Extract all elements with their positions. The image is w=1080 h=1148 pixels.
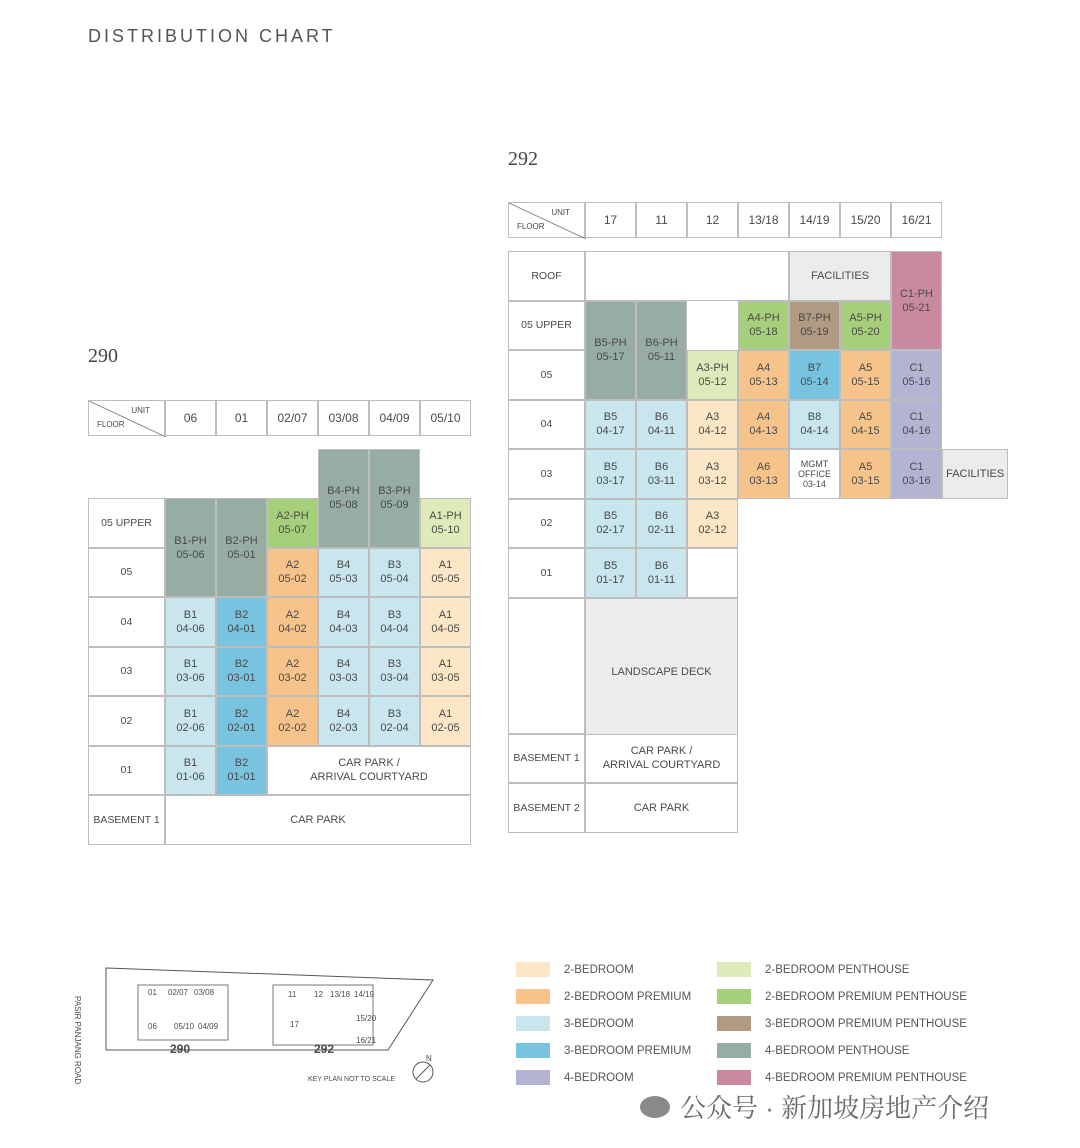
unit-header: 03/08 [318, 400, 369, 436]
unit-header: 02/07 [267, 400, 318, 436]
unit-cell [738, 400, 789, 450]
unit-cell [789, 350, 840, 400]
unit-cell-text: 03-13 [749, 474, 778, 487]
unit-cell [420, 548, 471, 598]
unit-cell-text: FACILITIES [810, 269, 870, 282]
unit-cell-text: C1 [909, 361, 924, 374]
keyplan-unit: 15/20 [356, 1014, 377, 1023]
legend-swatch [516, 989, 550, 1004]
unit-cell-text: A2 [285, 608, 300, 621]
unit-cell [267, 548, 318, 598]
legend-swatch [516, 962, 550, 977]
unit-cell [369, 597, 420, 647]
keyplan-unit: 03/08 [194, 988, 215, 997]
floor-label-cell: 01 [88, 746, 165, 796]
unit-cell-text: 03-05 [431, 672, 460, 685]
unit-cell [216, 746, 267, 796]
unit-cell-text: B5-PH [594, 337, 627, 349]
keyplan-unit: 02/07 [168, 988, 189, 997]
unit-cell-text: 05-20 [851, 326, 880, 339]
unit-cell [318, 449, 369, 548]
unit-cell [687, 548, 738, 598]
unit-cell [891, 400, 942, 450]
unit-cell-text: 05-10 [431, 523, 460, 536]
unit-cell-text: 01-11 [647, 573, 676, 586]
unit-cell [318, 696, 369, 746]
unit-cell-text: A4-PH [747, 312, 780, 325]
keyplan-unit: 13/18 [330, 990, 351, 999]
unit-cell-text: B4 [336, 559, 351, 572]
unit-cell-text: A2 [285, 658, 300, 671]
unit-cell-text: B1 [183, 658, 198, 671]
legend-item [516, 962, 634, 977]
unit-header: 05/10 [420, 400, 471, 436]
legend-swatch [717, 1016, 751, 1031]
keyplan-unit: 06 [148, 1022, 157, 1031]
unit-cell-text: 05-16 [902, 375, 931, 388]
unit-label: UNIT [551, 208, 570, 217]
unit-cell [738, 301, 789, 351]
unit-label: UNIT [131, 406, 150, 415]
unit-cell [216, 498, 267, 597]
unit-cell-text: 04-15 [851, 425, 880, 438]
unit-cell [636, 548, 687, 598]
floor-label-cell: 03 [508, 449, 585, 499]
unit-cell [165, 597, 216, 647]
unit-cell-text: A3-PH [696, 361, 729, 374]
unit-cell [585, 734, 738, 784]
unit-cell [789, 251, 891, 301]
legend-item [717, 989, 967, 1004]
unit-cell-text: 05-02 [278, 573, 307, 586]
unit-cell-text: 02-02 [278, 721, 307, 734]
unit-cell-text: 03-03 [329, 672, 358, 685]
unit-cell-text: 05-01 [227, 548, 256, 561]
unit-cell-text: B8 [807, 411, 822, 424]
unit-cell-text: B4-PH [327, 485, 360, 497]
unit-cell-text: B4 [336, 707, 351, 720]
unit-cell [585, 251, 789, 301]
unit-cell-text: B7 [807, 361, 822, 374]
compass-icon [413, 1062, 433, 1082]
unit-cell-text: CAR PARK [633, 801, 690, 814]
unit-cell-text: 05-18 [749, 326, 778, 339]
floor-label-cell: 03 [88, 647, 165, 697]
unit-cell-text: 02-05 [431, 721, 460, 734]
unit-cell-text: A3 [705, 411, 720, 424]
unit-cell-text: A2-PH [276, 509, 309, 522]
legend-swatch [516, 1043, 550, 1058]
unit-cell-text: 05-14 [800, 375, 829, 388]
unit-cell [216, 696, 267, 746]
floor-label-cell: BASEMENT 2 [508, 783, 585, 833]
unit-cell-text: CAR PARK [290, 813, 346, 826]
legend-label: 4-BEDROOM PREMIUM PENTHOUSE [765, 1071, 967, 1084]
unit-cell-text: 05-07 [278, 523, 307, 536]
legend-item [516, 1016, 634, 1031]
unit-cell [687, 449, 738, 499]
unit-header: 13/18 [738, 202, 789, 238]
unit-header: 06 [165, 400, 216, 436]
legend-item [516, 1043, 691, 1058]
floor-label-cell: ROOF [508, 251, 585, 301]
unit-cell-text: 05-06 [176, 548, 205, 561]
unit-cell-text: 04-11 [647, 425, 676, 438]
legend-item [717, 1070, 967, 1085]
unit-cell [738, 350, 789, 400]
unit-cell-text: 04-05 [431, 622, 460, 635]
unit-cell [165, 696, 216, 746]
unit-cell-text: 04-02 [278, 622, 307, 635]
unit-cell-text: B2-PH [225, 534, 258, 547]
unit-cell-text: CAR PARK / [338, 757, 400, 770]
unit-cell-text: B7-PH [798, 312, 831, 325]
unit-cell-text: B1 [183, 707, 198, 720]
north-label: N [426, 1054, 432, 1063]
floor-label-cell [508, 598, 585, 734]
unit-cell [687, 350, 738, 400]
unit-cell [738, 449, 789, 499]
unit-cell [267, 498, 318, 548]
unit-header: 17 [585, 202, 636, 238]
unit-cell [840, 301, 891, 351]
unit-cell [585, 301, 636, 400]
floor-label-cell: 02 [88, 696, 165, 746]
unit-cell [585, 400, 636, 450]
watermark-text: 公众号 · 新加坡房地产介绍 [680, 1093, 990, 1123]
unit-cell-text: B1 [183, 608, 198, 621]
unit-cell [840, 350, 891, 400]
unit-cell-text: 04-17 [596, 425, 625, 438]
unit-cell-text: B6 [654, 559, 669, 572]
unit-cell-text: ARRIVAL COURTYARD [310, 771, 428, 784]
unit-cell-text: MGMT [800, 458, 829, 469]
unit-cell-text: 04-13 [749, 425, 778, 438]
unit-cell [165, 647, 216, 697]
legend-swatch [717, 989, 751, 1004]
unit-cell [369, 696, 420, 746]
unit-cell-text: B6 [654, 411, 669, 424]
unit-cell [789, 301, 840, 351]
unit-cell-text: 03-11 [647, 474, 676, 487]
unit-cell-text: B2 [234, 658, 249, 671]
unit-cell [585, 499, 636, 549]
unit-cell-text: 02-03 [329, 721, 358, 734]
unit-cell-text: 03-16 [902, 474, 931, 487]
floor-label-cell: 05 [88, 548, 165, 598]
floor-label-cell: BASEMENT 1 [88, 795, 165, 845]
unit-cell-text: B3 [387, 559, 402, 572]
unit-cell-text: B3 [387, 707, 402, 720]
unit-cell-text: A3 [705, 510, 720, 523]
unit-cell [165, 746, 216, 796]
unit-cell-text: B6 [654, 460, 669, 473]
unit-cell-text: A1 [438, 658, 453, 671]
legend-label: 3-BEDROOM PREMIUM [564, 1044, 692, 1057]
unit-cell-text: 05-15 [851, 375, 880, 388]
unit-cell-text: 01-01 [227, 771, 256, 784]
unit-cell [891, 350, 942, 400]
block-290-title: 290 [88, 345, 118, 367]
unit-cell-text: 03-14 [802, 478, 827, 489]
unit-cell-text: B5 [603, 559, 618, 572]
legend-swatch [717, 962, 751, 977]
unit-cell-text: 05-03 [329, 573, 358, 586]
keyplan-unit: 17 [290, 1020, 299, 1029]
unit-cell-text: CAR PARK / [630, 745, 693, 758]
unit-cell-text: B3 [387, 658, 402, 671]
unit-cell [165, 498, 216, 597]
legend-label: 4-BEDROOM [564, 1071, 634, 1084]
keyplan-unit: 16/21 [356, 1036, 377, 1045]
unit-cell-text: B2 [234, 757, 249, 770]
unit-header: 12 [687, 202, 738, 238]
legend-swatch [717, 1043, 751, 1058]
unit-cell [420, 498, 471, 548]
unit-cell-text: 05-08 [329, 499, 358, 511]
road-label: PASIR PANJANG ROAD [73, 996, 82, 1085]
header-corner-cell [88, 400, 165, 436]
unit-cell-text: B1 [183, 757, 198, 770]
unit-cell [840, 449, 891, 499]
unit-cell-text: A5 [858, 361, 873, 374]
floor-label-cell: 05 UPPER [508, 301, 585, 351]
keyplan-unit: 12 [314, 990, 323, 999]
unit-cell-text: A1 [438, 608, 453, 621]
unit-cell-text: B2 [234, 707, 249, 720]
key-plan-drawing [88, 960, 448, 1090]
unit-cell [840, 400, 891, 450]
unit-cell-text: C1 [909, 411, 924, 424]
legend-label: 4-BEDROOM PENTHOUSE [765, 1044, 910, 1057]
unit-cell-text: 04-12 [698, 425, 727, 438]
unit-cell-text: ARRIVAL COURTYARD [602, 759, 721, 772]
keyplan-unit: 14/19 [354, 990, 375, 999]
unit-cell-text: 05-11 [647, 351, 676, 363]
unit-cell-text: 04-03 [329, 622, 358, 635]
unit-cell-text: B3-PH [378, 485, 411, 497]
unit-header: 04/09 [369, 400, 420, 436]
unit-cell-text: 03-06 [176, 672, 205, 685]
keyplan-note: KEY PLAN NOT TO SCALE [308, 1076, 396, 1083]
watermark [640, 1088, 989, 1125]
unit-cell-text: OFFICE [798, 468, 831, 479]
unit-cell [585, 598, 738, 747]
legend-swatch [516, 1016, 550, 1031]
legend-item [516, 1070, 634, 1085]
floor-label-cell: BASEMENT 1 [508, 734, 585, 784]
unit-cell [585, 548, 636, 598]
unit-cell [585, 449, 636, 499]
legend-item [717, 1016, 967, 1031]
unit-cell-text: B4 [336, 608, 351, 621]
unit-cell-text: 03-02 [278, 672, 307, 685]
unit-cell-text: A4 [756, 361, 771, 374]
header-corner-cell [508, 202, 585, 238]
unit-cell-text: B5 [603, 460, 618, 473]
unit-cell [318, 597, 369, 647]
legend-item [717, 962, 909, 977]
unit-cell-text: A3 [705, 460, 720, 473]
unit-cell-text: B5 [603, 510, 618, 523]
unit-cell-text: 03-17 [596, 474, 625, 487]
keyplan-292-label: 292 [314, 1042, 335, 1056]
unit-cell-text: 02-12 [698, 524, 727, 537]
unit-cell-text: 05-09 [380, 499, 409, 511]
unit-cell [267, 696, 318, 746]
unit-cell-text: 02-04 [380, 721, 409, 734]
legend-label: 2-BEDROOM PENTHOUSE [765, 963, 910, 976]
legend-label: 2-BEDROOM PREMIUM PENTHOUSE [765, 990, 967, 1003]
unit-cell [369, 449, 420, 548]
keyplan-unit: 05/10 [174, 1022, 195, 1031]
unit-cell-text: A5-PH [849, 312, 882, 325]
unit-cell-text: 04-01 [227, 622, 256, 635]
unit-cell [687, 400, 738, 450]
legend-item [516, 989, 691, 1004]
unit-cell-text: A2 [285, 559, 300, 572]
unit-cell-text: B2 [234, 608, 249, 621]
unit-cell-text: B6 [654, 510, 669, 523]
unit-cell [891, 449, 942, 499]
unit-cell-text: A1 [438, 559, 453, 572]
legend-label: 2-BEDROOM [564, 963, 634, 976]
unit-cell [369, 548, 420, 598]
unit-cell-text: 05-12 [698, 375, 727, 388]
unit-cell-text: 03-15 [851, 474, 880, 487]
unit-cell-text: 02-01 [227, 721, 256, 734]
unit-cell-text: 02-11 [647, 524, 676, 537]
floor-label-cell: 04 [508, 400, 585, 450]
unit-header: 01 [216, 400, 267, 436]
unit-cell [636, 400, 687, 450]
unit-cell [267, 647, 318, 697]
unit-cell [420, 647, 471, 697]
legend-swatch [717, 1070, 751, 1085]
unit-cell [942, 449, 1008, 499]
unit-cell [420, 696, 471, 746]
unit-cell [420, 597, 471, 647]
keyplan-unit: 11 [288, 990, 297, 999]
unit-cell [636, 499, 687, 549]
floor-label-cell: 02 [508, 499, 585, 549]
unit-header: 16/21 [891, 202, 942, 238]
unit-cell [267, 597, 318, 647]
unit-cell-text: 02-06 [176, 721, 205, 734]
unit-cell-text: B1-PH [174, 534, 207, 547]
legend [516, 962, 1016, 1092]
key-plan [73, 960, 448, 1095]
unit-cell-text: 04-16 [902, 425, 931, 438]
unit-cell-text: 03-12 [698, 474, 727, 487]
unit-cell-text: A5 [858, 460, 873, 473]
unit-cell [165, 795, 471, 845]
floor-label-cell: 05 [508, 350, 585, 400]
unit-cell-text: A2 [285, 707, 300, 720]
unit-cell-text: 05-13 [749, 375, 778, 388]
unit-cell-text: A1 [438, 707, 453, 720]
unit-cell-text: 04-14 [800, 425, 829, 438]
unit-cell [369, 647, 420, 697]
unit-cell-text: LANDSCAPE DECK [611, 665, 712, 678]
keyplan-290-label: 290 [170, 1042, 191, 1056]
unit-cell [636, 449, 687, 499]
unit-cell [216, 597, 267, 647]
unit-cell [585, 783, 738, 833]
unit-cell-text: A5 [858, 411, 873, 424]
legend-label: 3-BEDROOM PREMIUM PENTHOUSE [765, 1017, 967, 1030]
legend-item [717, 1043, 909, 1058]
unit-cell-text: 01-17 [596, 573, 625, 586]
unit-cell [636, 301, 687, 400]
unit-cell-text: 05-04 [380, 573, 409, 586]
unit-cell-text: FACILITIES [946, 467, 1005, 480]
unit-cell [216, 647, 267, 697]
unit-cell-text: A1-PH [429, 509, 462, 522]
unit-cell-text: B6-PH [645, 337, 678, 349]
unit-cell [318, 548, 369, 598]
unit-cell [687, 499, 738, 549]
unit-cell-text: 04-06 [176, 622, 205, 635]
unit-cell-text: 04-04 [380, 622, 409, 635]
unit-cell [318, 647, 369, 697]
unit-header: 15/20 [840, 202, 891, 238]
wechat-icon [640, 1096, 670, 1118]
unit-cell-text: 03-04 [380, 672, 409, 685]
page-title: DISTRIBUTION CHART [88, 26, 336, 46]
unit-cell-text: B4 [336, 658, 351, 671]
keyplan-unit: 04/09 [198, 1022, 219, 1031]
floor-label-cell: 05 UPPER [88, 498, 165, 548]
legend-swatch [516, 1070, 550, 1085]
unit-cell-text: 03-01 [227, 672, 256, 685]
legend-label: 2-BEDROOM PREMIUM [564, 990, 692, 1003]
unit-cell-text: A6 [756, 460, 771, 473]
unit-cell [267, 746, 471, 796]
unit-cell-text: 01-06 [176, 771, 205, 784]
unit-cell [789, 449, 840, 499]
floor-label: FLOOR [517, 222, 545, 231]
unit-cell-text: 05-05 [431, 573, 460, 586]
unit-header: 11 [636, 202, 687, 238]
floor-label: FLOOR [97, 420, 125, 429]
unit-header: 14/19 [789, 202, 840, 238]
floor-label-cell: 01 [508, 548, 585, 598]
unit-cell-text: B3 [387, 608, 402, 621]
unit-cell-text: A4 [756, 411, 771, 424]
unit-cell-text: 05-17 [596, 351, 625, 363]
floor-label-cell: 04 [88, 597, 165, 647]
unit-cell [891, 251, 942, 350]
legend-label: 3-BEDROOM [564, 1017, 634, 1030]
unit-cell-text: 02-17 [596, 524, 625, 537]
block-292-title: 292 [508, 148, 538, 170]
unit-cell-text: C1-PH [899, 287, 933, 300]
keyplan-unit: 01 [148, 988, 157, 997]
unit-cell-text: C1 [909, 460, 924, 473]
unit-cell-text: 05-19 [800, 326, 829, 339]
unit-cell [789, 400, 840, 450]
unit-cell-text: 05-21 [902, 301, 931, 314]
unit-cell-text: B5 [603, 411, 618, 424]
